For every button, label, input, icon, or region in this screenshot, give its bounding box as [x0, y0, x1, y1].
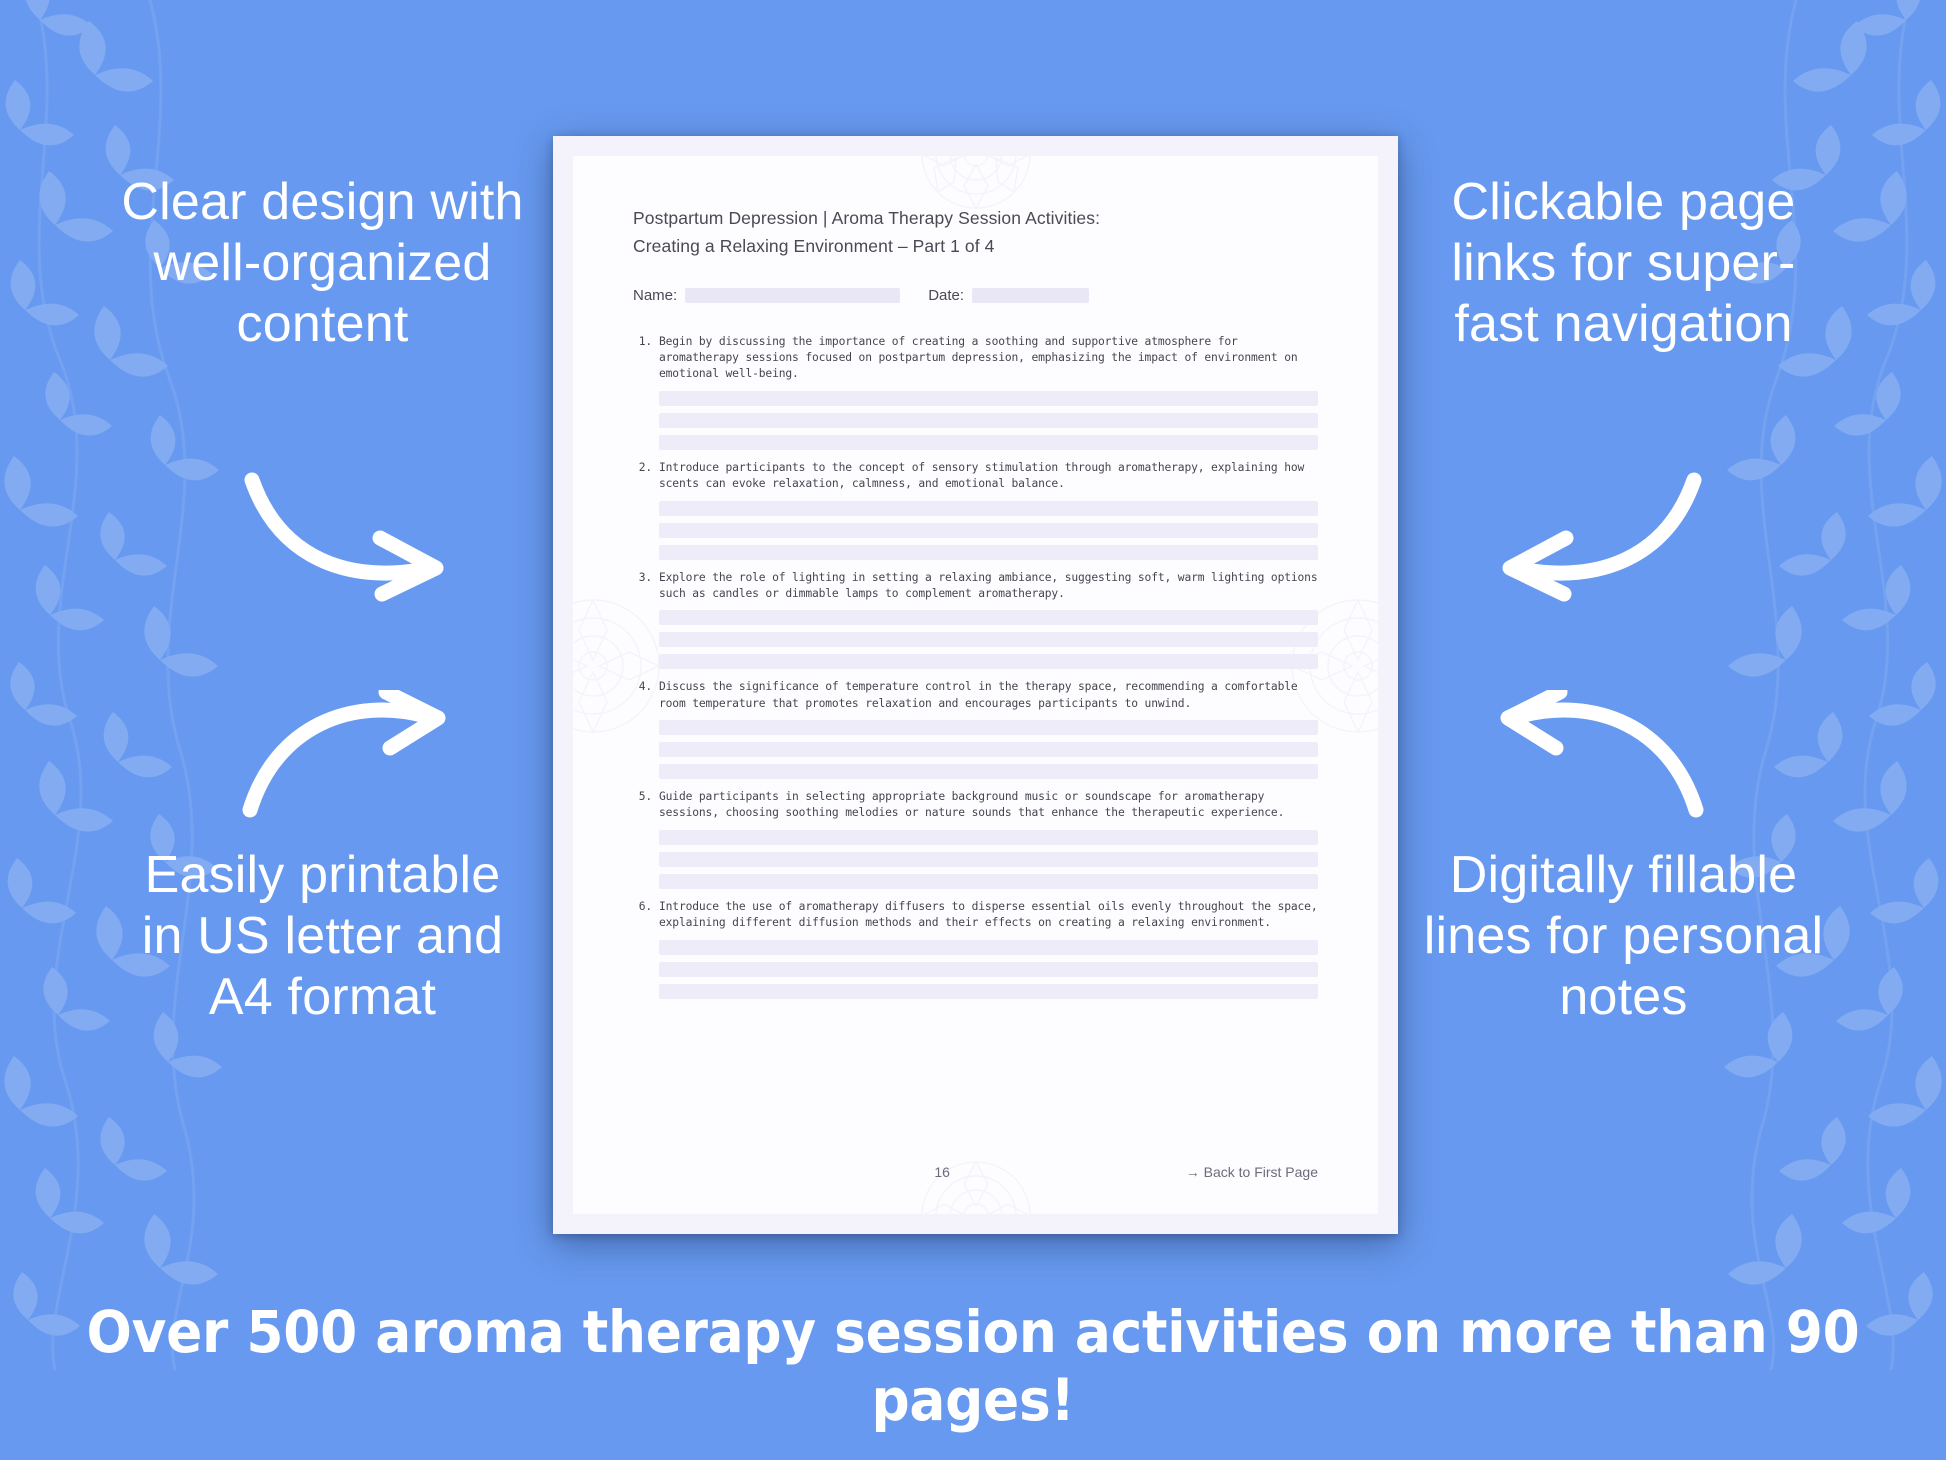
activity-number: 3.	[638, 570, 652, 584]
fillable-line[interactable]	[659, 523, 1318, 538]
note-lines	[633, 940, 1318, 999]
fillable-line[interactable]	[659, 984, 1318, 999]
note-lines	[633, 720, 1318, 779]
curved-arrow-icon-bottom-left	[240, 690, 460, 820]
activity-text: Explore the role of lighting in setting a relaxing ambiance, suggesting soft, warm lighting options such as candles or dimmable lamps to complement aromatherapy.	[659, 570, 1318, 600]
fillable-line[interactable]	[659, 435, 1318, 450]
activity-number: 2.	[638, 460, 652, 474]
worksheet-title-line2: Creating a Relaxing Environment – Part 1 of 4	[633, 236, 995, 257]
fillable-line[interactable]	[659, 852, 1318, 867]
note-lines	[633, 501, 1318, 560]
list-item	[633, 899, 1318, 999]
activity-text: Begin by discussing the importance of creating a soothing and supportive atmosphere for aromatherapy sessions focused on postpartum depression, emphasizing the impact of environment on emotional well-being.	[659, 334, 1298, 381]
fillable-line[interactable]	[659, 545, 1318, 560]
activity-number: 5.	[638, 790, 652, 804]
list-item	[633, 789, 1318, 889]
activity-text: Guide participants in selecting appropriate background music or soundscape for aromatherapy sessions, choosing soothing melodies or nature sounds that enhance the therapeutic experience.	[659, 790, 1285, 820]
activity-2	[633, 460, 1318, 493]
activity-4	[633, 679, 1318, 712]
promo-text-printable: Easily printable in US letter and A4 format	[141, 846, 504, 1026]
back-to-first-page-link[interactable]: → Back to First Page	[1185, 1164, 1318, 1180]
fillable-line[interactable]	[659, 610, 1318, 625]
worksheet-page	[553, 136, 1398, 1234]
list-item	[633, 334, 1318, 450]
bottom-banner: Over 500 aroma therapy session activities on more than 90 pages!	[86, 1298, 1860, 1434]
activity-list	[633, 334, 1318, 999]
fillable-line[interactable]	[659, 413, 1318, 428]
activity-6	[633, 899, 1318, 932]
worksheet-title-line1: Postpartum Depression | Aroma Therapy Session Activities:	[633, 208, 1101, 228]
curved-arrow-icon-bottom-right	[1486, 690, 1706, 820]
note-lines	[633, 391, 1318, 450]
fillable-line[interactable]	[659, 632, 1318, 647]
curved-arrow-icon-top-left	[240, 470, 460, 610]
activity-3	[633, 570, 1318, 603]
fillable-line[interactable]	[659, 874, 1318, 889]
activity-1	[633, 334, 1318, 383]
date-input[interactable]	[972, 288, 1089, 303]
promo-text-fillable-lines: Digitally fillable lines for personal notes	[1423, 846, 1824, 1026]
fillable-line[interactable]	[659, 940, 1318, 955]
fillable-line[interactable]	[659, 830, 1318, 845]
list-item	[633, 460, 1318, 560]
fillable-line[interactable]	[659, 742, 1318, 757]
note-lines	[633, 830, 1318, 889]
worksheet-page-inner	[573, 156, 1378, 1214]
name-input[interactable]	[685, 288, 900, 303]
name-label: Name:	[633, 286, 678, 304]
fillable-line[interactable]	[659, 720, 1318, 735]
activity-5	[633, 789, 1318, 822]
worksheet-footer	[633, 1164, 1318, 1180]
note-lines	[633, 610, 1318, 669]
activity-text: Introduce the use of aromatherapy diffusers to disperse essential oils evenly throughout the space, explaining different diffusion methods and their effects on creating a relaxing environment.	[659, 899, 1318, 930]
worksheet-content	[573, 156, 1378, 1214]
promo-text-clear-design: Clear design with well-organized content	[121, 173, 524, 353]
fillable-line[interactable]	[659, 962, 1318, 977]
date-label: Date:	[928, 286, 965, 304]
fillable-line[interactable]	[659, 654, 1318, 669]
promo-text-clickable-links: Clickable page links for super-fast navigation	[1451, 173, 1796, 353]
list-item	[633, 570, 1318, 670]
activity-text: Discuss the significance of temperature control in the therapy space, recommending a comfortable room temperature that promotes relaxation and encourages participants to unwind.	[659, 680, 1298, 710]
activity-number: 6.	[638, 899, 652, 913]
activity-text: Introduce participants to the concept of sensory stimulation through aromatherapy, explaining how scents can evoke relaxation, calmness, and emotional balance.	[659, 460, 1305, 491]
worksheet-title	[633, 204, 1318, 261]
page-number: 16	[934, 1164, 950, 1180]
worksheet-meta-row	[633, 287, 1318, 304]
activity-number: 4.	[638, 680, 652, 694]
curved-arrow-icon-top-right	[1486, 470, 1706, 610]
fillable-line[interactable]	[659, 764, 1318, 779]
activity-number: 1.	[638, 334, 652, 348]
list-item	[633, 679, 1318, 779]
fillable-line[interactable]	[659, 391, 1318, 406]
fillable-line[interactable]	[659, 501, 1318, 516]
